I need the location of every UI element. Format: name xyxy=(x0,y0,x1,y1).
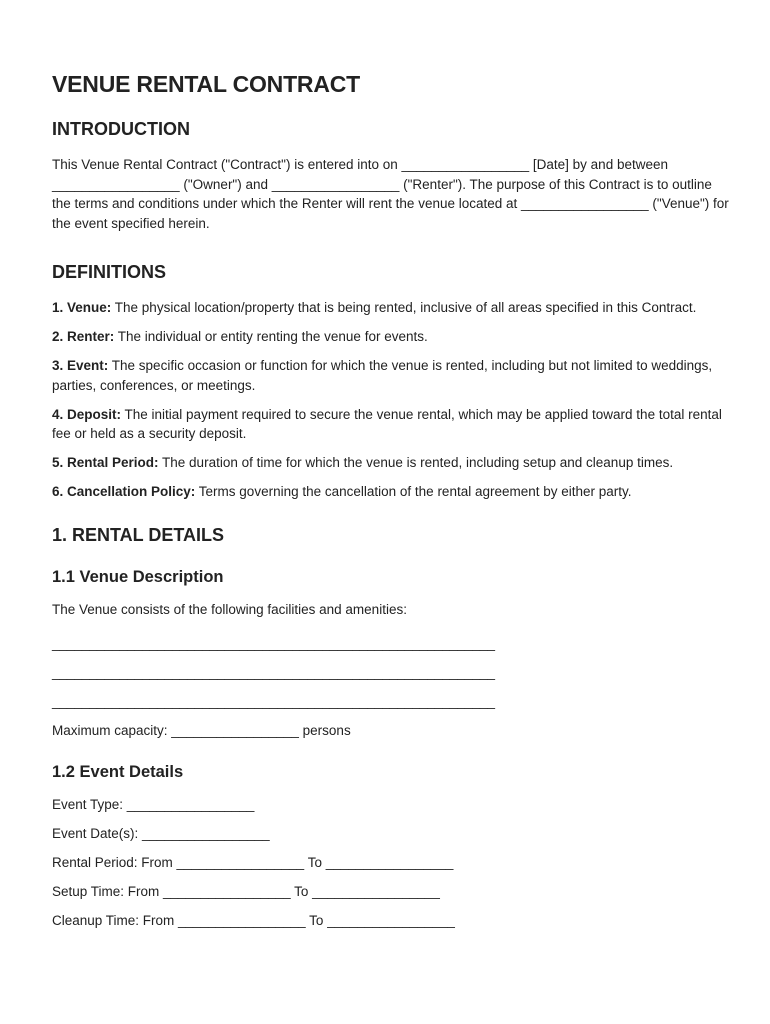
definition-item-rental-period xyxy=(52,453,730,473)
definition-term: 6. Cancellation Policy: xyxy=(52,484,196,499)
definition-term: 5. Rental Period: xyxy=(52,455,159,470)
venue-description-heading: 1.1 Venue Description xyxy=(52,567,224,586)
maximum-capacity-field: Maximum capacity: _________________ persons xyxy=(52,723,351,738)
definition-text: Terms governing the cancellation of the rental agreement by either party. xyxy=(195,484,632,499)
rental-details-section xyxy=(52,525,730,931)
event-type-field: Event Type: _________________ xyxy=(52,796,255,812)
document-title: VENUE RENTAL CONTRACT xyxy=(52,71,361,97)
definitions-list xyxy=(52,298,730,502)
rental-details-heading: 1. RENTAL DETAILS xyxy=(52,524,225,545)
definition-text: The individual or entity renting the venue for events. xyxy=(114,329,428,344)
definition-text: The physical location/property that is being rented, inclusive of all areas specified in this Contract. xyxy=(111,300,697,315)
definition-text: The initial payment required to secure the venue rental, which may be applied toward the total rental fee or held as a security deposit. xyxy=(52,406,722,441)
definition-item-deposit xyxy=(52,405,730,444)
introduction-paragraph: This Venue Rental Contract ("Contract") is entered into on _________________ [Date] by and between _________________ ("Owner") and _________________ ("Renter"). The purpose of this Contract is to outline the terms and conditions under which the Renter will rent the venue located at _________________ ("Venue") for the event specified herein. xyxy=(52,157,729,231)
definition-term: 3. Event: xyxy=(52,358,109,373)
rental-period-field: Rental Period: From _________________ To _________________ xyxy=(52,854,454,870)
blank-fill-line: ___________________________________________________________ xyxy=(52,694,495,709)
definition-term: 2. Renter: xyxy=(52,329,115,344)
venue-description-intro: The Venue consists of the following facilities and amenities: xyxy=(52,601,407,617)
definition-item-renter xyxy=(52,327,730,347)
setup-time-field: Setup Time: From _________________ To _________________ xyxy=(52,883,440,899)
definition-term: 4. Deposit: xyxy=(52,406,122,422)
definition-term: 1. Venue: xyxy=(52,300,112,315)
definition-text: The specific occasion or function for which the venue is rented, including but not limited to weddings, parties, conferences, or meetings. xyxy=(52,358,713,393)
definition-item-venue xyxy=(52,298,730,318)
definitions-heading: DEFINITIONS xyxy=(52,262,167,282)
venue-description-subsection xyxy=(52,568,730,741)
event-details-heading: 1.2 Event Details xyxy=(52,762,184,781)
introduction-section xyxy=(52,119,730,233)
definition-text: The duration of time for which the venue is rented, including setup and cleanup times. xyxy=(158,455,674,470)
definition-item-event xyxy=(52,356,730,395)
definitions-section xyxy=(52,262,730,502)
blank-fill-line: ___________________________________________________________ xyxy=(52,665,495,680)
event-dates-field: Event Date(s): _________________ xyxy=(52,825,270,841)
blank-fill-line: ___________________________________________________________ xyxy=(52,636,495,651)
event-details-subsection xyxy=(52,763,730,931)
cleanup-time-field: Cleanup Time: From _________________ To _________________ xyxy=(52,912,455,928)
definition-item-cancellation-policy xyxy=(52,482,730,502)
introduction-heading: INTRODUCTION xyxy=(52,119,190,139)
